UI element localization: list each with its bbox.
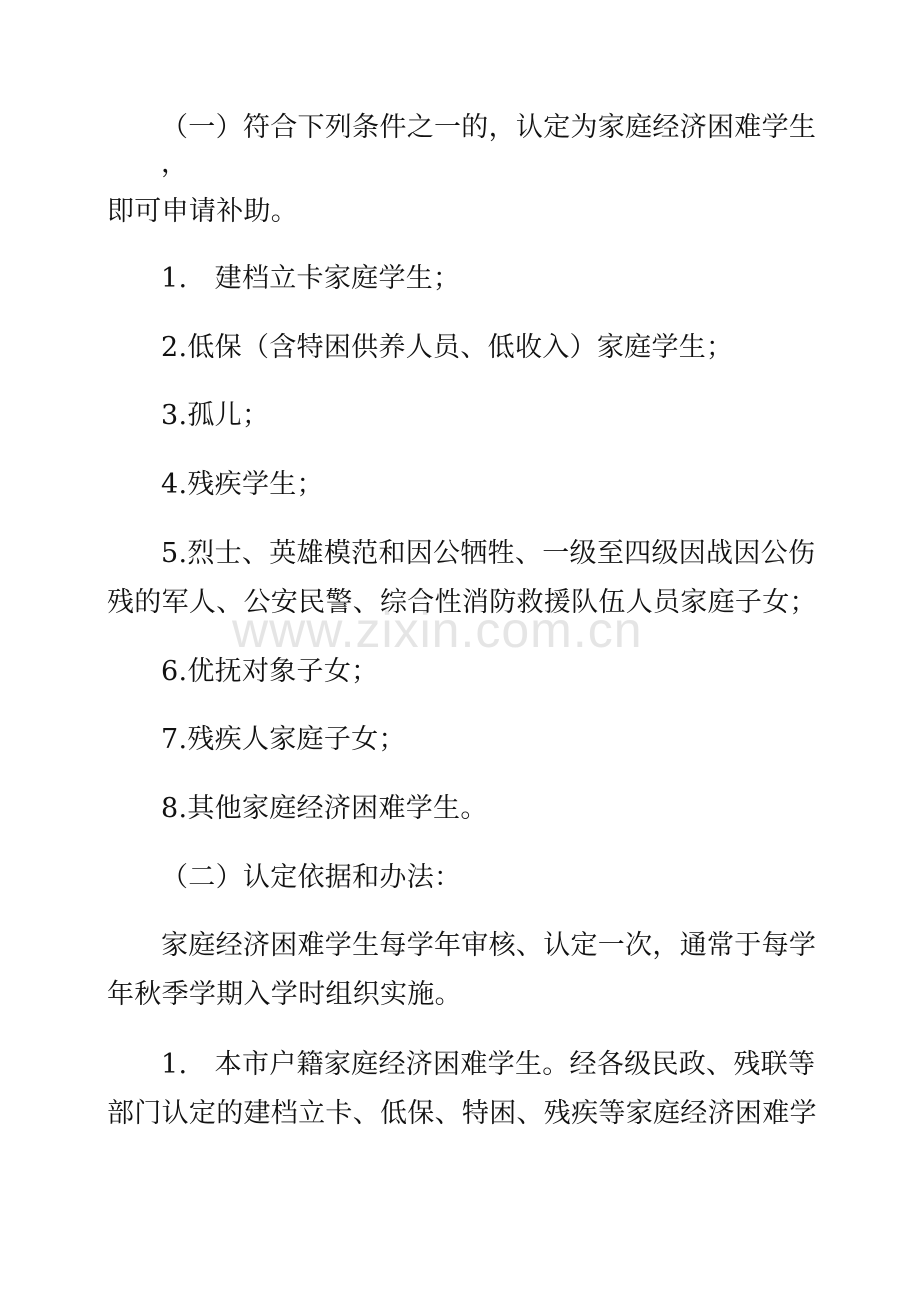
section-heading-2: （二）认定依据和办法： [161, 862, 462, 893]
list-item-5-cont: 残的军人、公安民警、综合性消防救援队伍人员家庭子女； [107, 587, 817, 618]
paragraph-line-4: 部门认定的建档立卡、低保、特困、残疾等家庭经济困难学 [107, 1098, 817, 1129]
list-item-6: 6.优抚对象子女； [161, 656, 379, 687]
list-item-1: 1. 建档立卡家庭学生； [161, 263, 461, 294]
list-item-7: 7.残疾人家庭子女； [161, 724, 406, 755]
list-item-5: 5.烈士、英雄模范和因公牺牲、一级至四级因战因公伤 [161, 538, 816, 569]
list-item-8: 8.其他家庭经济困难学生。 [161, 793, 488, 824]
paragraph-line-1: 家庭经济困难学生每学年审核、认定一次，通常于每学 [161, 930, 817, 961]
watermark: www.zixin.com.cn [232, 602, 643, 658]
paragraph-line-2: 年秋季学期入学时组织实施。 [107, 979, 462, 1010]
list-item-4: 4.残疾学生； [161, 469, 324, 500]
text-line-1: （一）符合下列条件之一的，认定为家庭经济困难学生 [161, 112, 817, 143]
text-line-2: 即可申请补助。 [107, 196, 299, 227]
list-item-3: 3.孤儿； [161, 400, 270, 431]
text-line-1-comma: ， [161, 148, 189, 179]
paragraph-line-3: 1. 本市户籍家庭经济困难学生。经各级民政、残联等 [161, 1049, 816, 1080]
list-item-2: 2.低保（含特困供养人员、低收入）家庭学生； [161, 332, 734, 363]
